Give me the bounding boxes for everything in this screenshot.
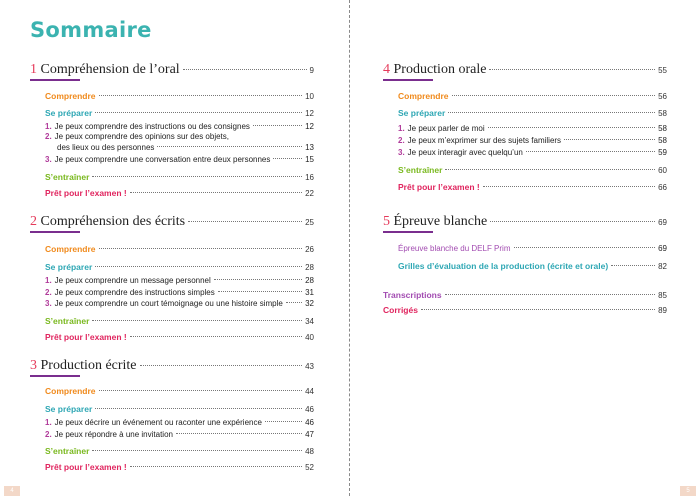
section-underline — [30, 375, 80, 377]
toc-item[interactable]: 3. Je peux comprendre un court témoignage ou une histoire simple 32 — [45, 299, 314, 308]
toc-item[interactable]: 3. Je peux interagir avec quelqu’un 59 — [398, 148, 667, 157]
page-title: Sommaire — [30, 18, 152, 42]
toc-item[interactable]: 2. Je peux répondre à une invitation 47 — [45, 430, 314, 439]
toc-section-5[interactable] — [383, 214, 667, 230]
section-title: Production orale — [393, 62, 487, 77]
section-title: Épreuve blanche — [393, 214, 488, 229]
toc-examen[interactable]: Prêt pour l’examen ! 52 — [45, 462, 314, 472]
toc-item[interactable]: 1. Je peux comprendre un message personnel 28 — [45, 276, 314, 285]
toc-section-2[interactable] — [30, 214, 314, 230]
toc-item[interactable]: 2. Je peux comprendre des instructions simples 31 — [45, 288, 314, 297]
toc-examen[interactable]: Prêt pour l’examen ! 22 — [45, 188, 314, 198]
toc-grilles[interactable]: Grilles d’évaluation de la production (écrite et orale) 82 — [398, 261, 667, 271]
toc-examen[interactable]: Prêt pour l’examen ! 66 — [398, 182, 667, 192]
toc-se-preparer[interactable]: Se préparer 28 — [45, 262, 314, 272]
section-underline — [30, 231, 80, 233]
page-divider — [349, 0, 350, 496]
toc-comprendre[interactable]: Comprendre 44 — [45, 386, 314, 396]
section-number: 3 — [30, 358, 37, 373]
section-underline — [383, 231, 433, 233]
toc-se-preparer[interactable]: Se préparer 46 — [45, 404, 314, 414]
section-number: 5 — [383, 214, 390, 229]
page-ref: 55 — [658, 66, 667, 75]
section-title: Compréhension de l’oral — [40, 62, 180, 77]
toc-item-continued[interactable]: des lieux ou des personnes 13 — [57, 143, 314, 152]
toc-sentrainer[interactable]: S’entraîner 60 — [398, 165, 667, 175]
toc-item[interactable]: 2. Je peux m’exprimer sur des sujets familiers 58 — [398, 136, 667, 145]
toc-se-preparer[interactable]: Se préparer 12 — [45, 108, 314, 118]
toc-se-preparer[interactable]: Se préparer 58 — [398, 108, 667, 118]
section-underline — [383, 79, 433, 81]
toc-section-1[interactable] — [30, 62, 314, 78]
toc-epreuve-blanche[interactable]: Épreuve blanche du DELF Prim 69 — [398, 244, 667, 253]
toc-comprendre[interactable]: Comprendre 10 — [45, 91, 314, 101]
section-number: 2 — [30, 214, 37, 229]
toc-comprendre[interactable]: Comprendre 26 — [45, 244, 314, 254]
toc-transcriptions[interactable]: Transcriptions 85 — [383, 290, 667, 300]
section-title: Production écrite — [40, 358, 137, 373]
page-ref: 69 — [658, 218, 667, 227]
toc-item[interactable]: 1. Je peux décrire un événement ou raconter une expérience 46 — [45, 418, 314, 427]
toc-examen[interactable]: Prêt pour l’examen ! 40 — [45, 332, 314, 342]
page-number-right: 5 — [680, 486, 696, 496]
toc-section-3[interactable] — [30, 358, 314, 374]
page-ref: 9 — [309, 66, 314, 75]
toc-comprendre[interactable]: Comprendre 56 — [398, 91, 667, 101]
section-underline — [30, 79, 80, 81]
section-number: 1 — [30, 62, 37, 77]
page-number-left: 4 — [4, 486, 20, 496]
toc-item[interactable]: 1. Je peux comprendre des instructions ou des consignes 12 — [45, 122, 314, 131]
section-title: Compréhension des écrits — [40, 214, 186, 229]
toc-section-4[interactable] — [383, 62, 667, 78]
page-ref: 43 — [305, 362, 314, 371]
section-number: 4 — [383, 62, 390, 77]
toc-item[interactable]: 1. Je peux parler de moi 58 — [398, 124, 667, 133]
toc-sentrainer[interactable]: S’entraîner 16 — [45, 172, 314, 182]
toc-sentrainer[interactable]: S’entraîner 48 — [45, 446, 314, 456]
page-ref: 25 — [305, 218, 314, 227]
toc-sentrainer[interactable]: S’entraîner 34 — [45, 316, 314, 326]
toc-item[interactable]: 2. Je peux comprendre des opinions sur des objets, — [45, 132, 229, 141]
toc-item[interactable]: 3. Je peux comprendre une conversation entre deux personnes 15 — [45, 155, 314, 164]
toc-corriges[interactable]: Corrigés 89 — [383, 305, 667, 315]
